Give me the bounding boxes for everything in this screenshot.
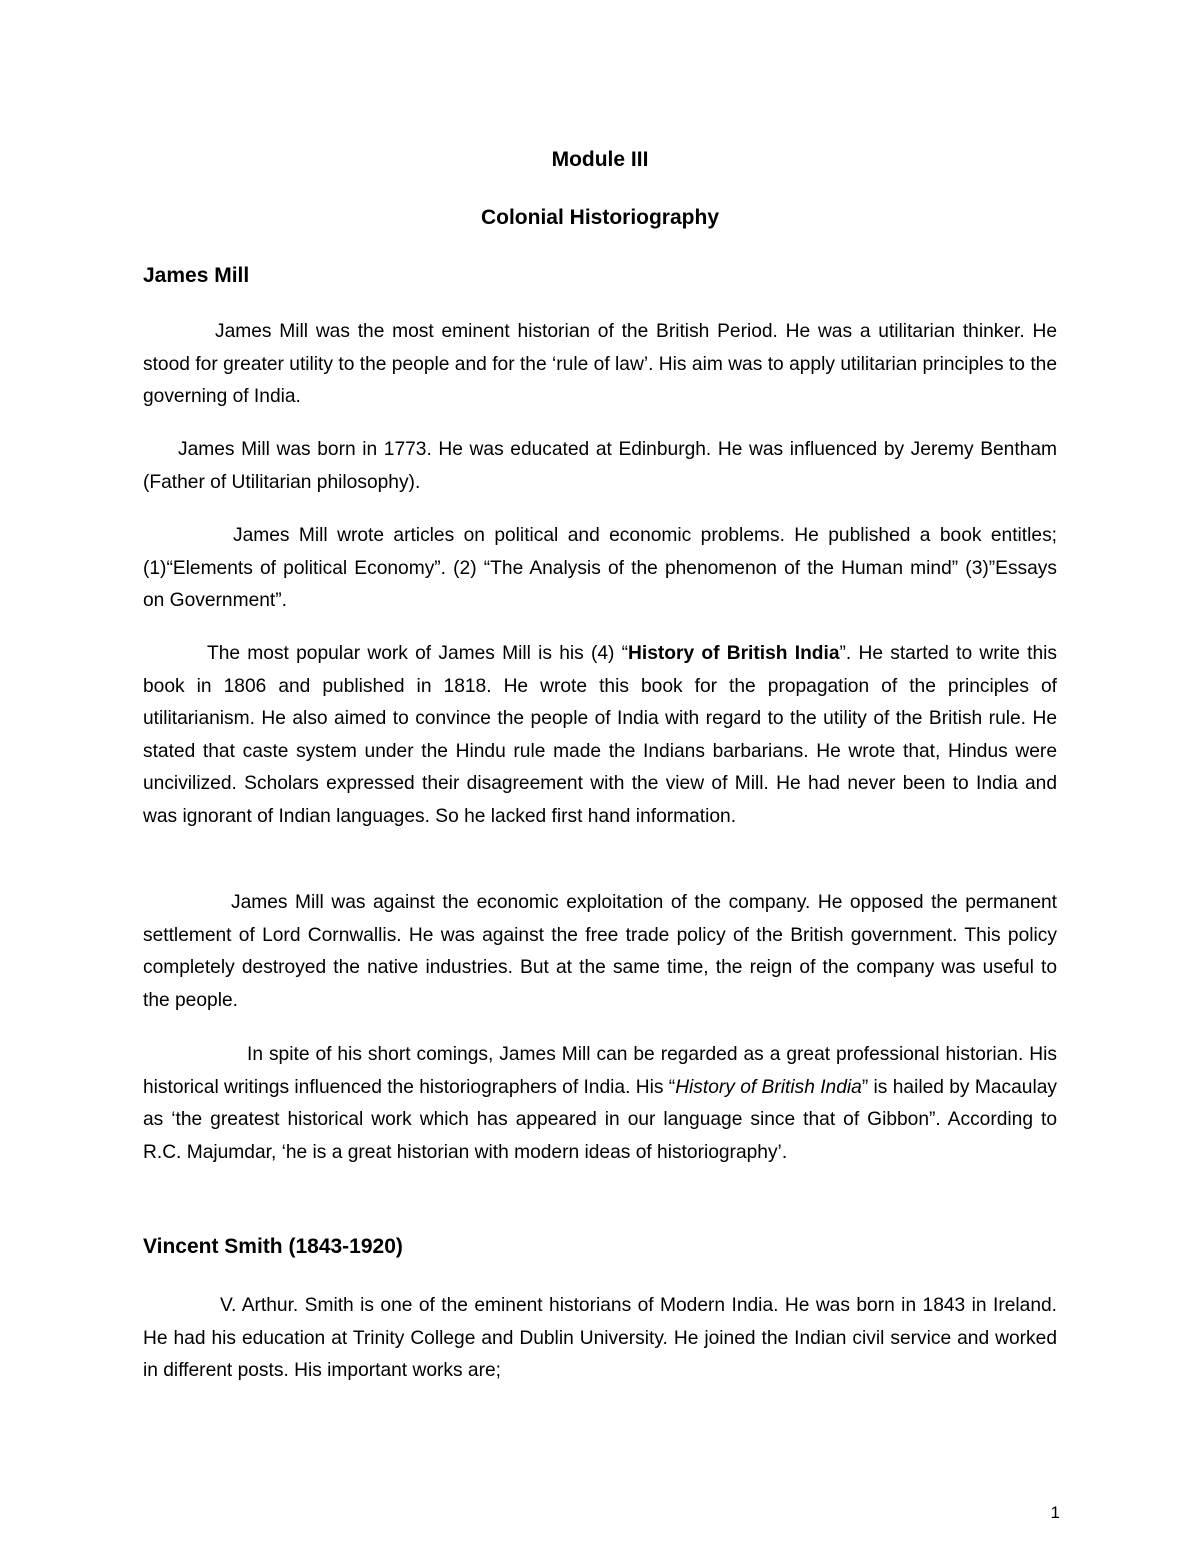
james-mill-paragraph-6-lead: In spite of his short comings, James Mill can be regarded as a great professional historian. His historical writings influenced the historiographers of India. His “	[143, 1044, 1057, 1098]
module-subtitle: Colonial Historiography	[480, 206, 719, 229]
section-heading-james-mill-text: James Mill	[143, 264, 250, 287]
section-heading-james-mill	[143, 264, 249, 288]
module-title: Module III	[551, 148, 649, 171]
james-mill-paragraph-2: James Mill was born in 1773. He was educated at Edinburgh. He was influenced by Jeremy Bentham (Father of Utilitarian philosophy).	[143, 439, 1057, 493]
james-mill-paragraph-4-lead: The most popular work of James Mill is his (4) “	[207, 643, 629, 664]
james-mill-paragraph-4	[143, 638, 1057, 834]
james-mill-paragraph-6	[143, 1039, 1057, 1169]
james-mill-paragraph-3: James Mill wrote articles on political and economic problems. He published a book entitles; (1)“Elements of political Economy”. (2) “The Analysis of the phenomenon of the Human mind” (3)”Essays on Government”.	[143, 525, 1057, 612]
section-heading-vincent-smith-name: Vincent Smith	[143, 1235, 283, 1258]
james-mill-paragraph-4-rest: ”. He started to write this book in 1806 and published in 1818. He wrote this book for the propagation of the principles of utilitarianism. He also aimed to convince the people of India with regard to the utility of the British rule. He stated that caste system under the Hindu rule made the Indians barbarians. He wrote that, Hindus were uncivilized. Scholars expressed their disagreement with the view of Mill. He had never been to India and was ignorant of Indian languages. So he lacked first hand information.	[143, 643, 1057, 827]
page-number: 1	[1050, 1503, 1060, 1522]
james-mill-paragraph-1: James Mill was the most eminent historian of the British Period. He was a utilitarian thinker. He stood for greater utility to the people and for the ‘rule of law’. His aim was to apply utilitarian principles to the governing of India.	[143, 321, 1057, 408]
section-heading-vincent-smith-dates: (1843-1920)	[282, 1235, 403, 1258]
james-mill-paragraph-5: James Mill was against the economic exploitation of the company. He opposed the permanent settlement of Lord Cornwallis. He was against the free trade policy of the British government. This policy completely destroyed the native industries. But at the same time, the reign of the company was useful to the people.	[143, 892, 1057, 1011]
vincent-smith-paragraph-1: V. Arthur. Smith is one of the eminent historians of Modern India. He was born in 1843 in Ireland. He had his education at Trinity College and Dublin University. He joined the Indian civil service and worked in different posts. His important works are;	[143, 1295, 1057, 1382]
section-heading-vincent-smith	[143, 1235, 403, 1259]
james-mill-paragraph-6-rest: ” is hailed by Macaulay as ‘the greatest historical work which has appeared in our language since that of Gibbon”. According to R.C. Majumdar, ‘he is a great historian with modern ideas of historiography’.	[143, 1076, 1057, 1163]
book-title-italic: History of British India	[675, 1076, 862, 1098]
book-title-history-of-british-india: History of British India	[628, 643, 840, 664]
